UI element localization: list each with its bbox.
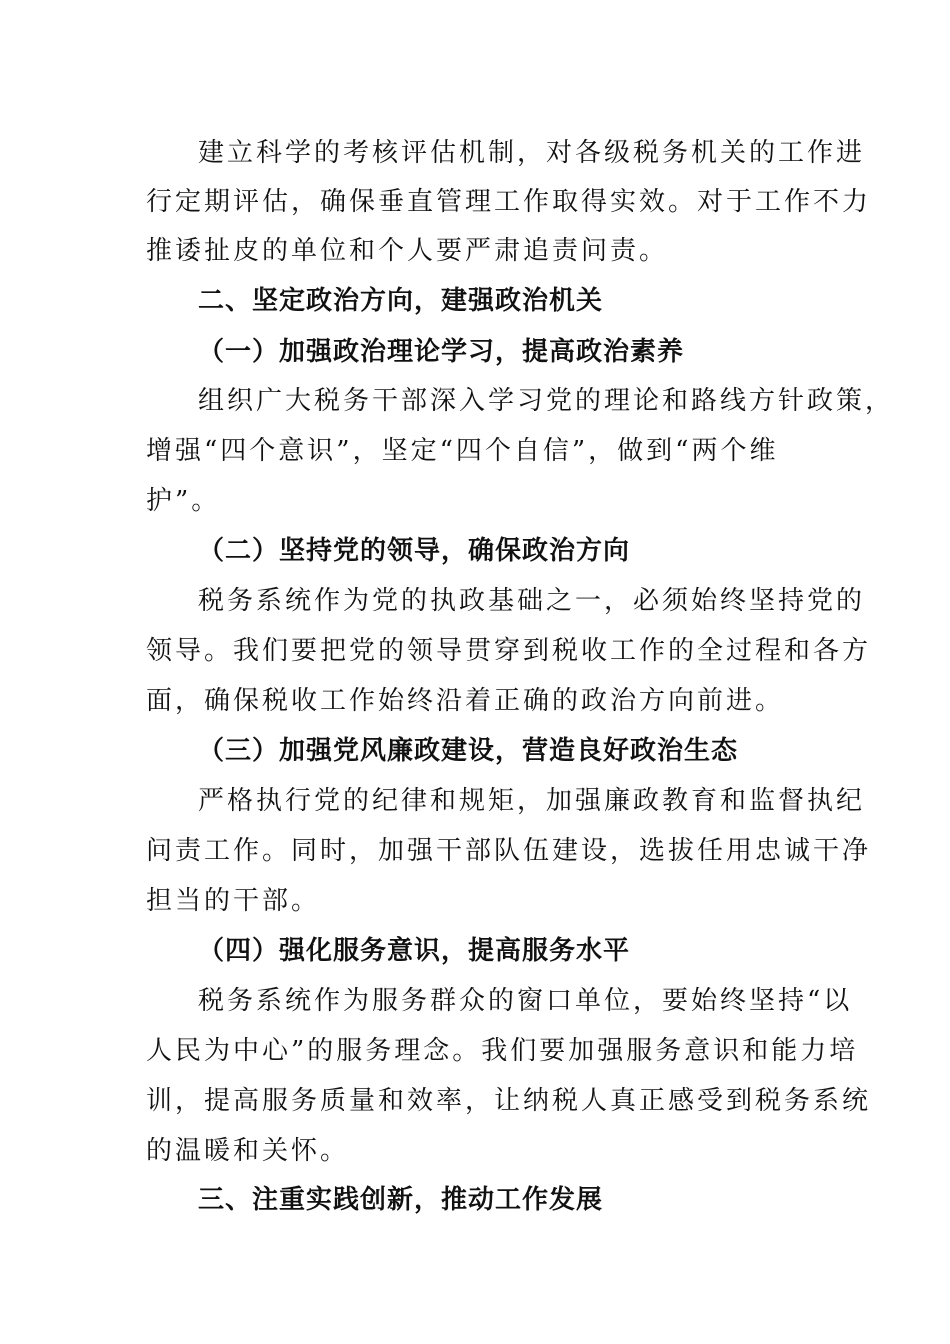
paragraph-line: 行定期评估，确保垂直管理工作取得实效。对于工作不力: [146, 187, 872, 217]
paragraph-line: 严格执行党的纪律和规矩，加强廉政教育和监督执纪: [198, 786, 866, 816]
paragraph-line: 组织广大税务干部深入学习党的理论和路线方针政策，: [198, 386, 895, 416]
paragraph-line: 担当的干部。: [146, 886, 321, 916]
paragraph-line: 问责工作。同时，加强干部队伍建设，选拔任用忠诚干净: [146, 836, 872, 866]
paragraph-line: 税务系统作为服务群众的窗口单位，要始终坚持“以: [198, 986, 853, 1016]
subsection-heading: （三）加强党风廉政建设，营造良好政治生态: [198, 736, 739, 766]
paragraph-line: 增强“四个意识”，坚定“四个自信”，做到“两个维: [146, 436, 779, 466]
paragraph-line: 建立科学的考核评估机制，对各级税务机关的工作进: [198, 138, 866, 168]
subsection-heading: （四）强化服务意识，提高服务水平: [198, 936, 631, 966]
section-heading: 三、注重实践创新，推动工作发展: [198, 1185, 604, 1215]
paragraph-line: 推诿扯皮的单位和个人要严肃追责问责。: [146, 236, 669, 266]
paragraph-line: 领导。我们要把党的领导贯穿到税收工作的全过程和各方: [146, 636, 872, 666]
paragraph-line: 人民为中心”的服务理念。我们要加强服务意识和能力培: [146, 1036, 859, 1066]
paragraph-line: 的温暖和关怀。: [146, 1136, 350, 1166]
section-heading: 二、坚定政治方向，建强政治机关: [198, 286, 604, 316]
paragraph-line: 训，提高服务质量和效率，让纳税人真正感受到税务系统: [146, 1086, 872, 1116]
subsection-heading: （二）坚持党的领导，确保政治方向: [198, 536, 631, 566]
paragraph-line: 面，确保税收工作始终沿着正确的政治方向前进。: [146, 686, 785, 716]
subsection-heading: （一）加强政治理论学习，提高政治素养: [198, 337, 685, 367]
paragraph-line: 税务系统作为党的执政基础之一，必须始终坚持党的: [198, 586, 866, 616]
paragraph-line: 护”。: [146, 486, 221, 516]
